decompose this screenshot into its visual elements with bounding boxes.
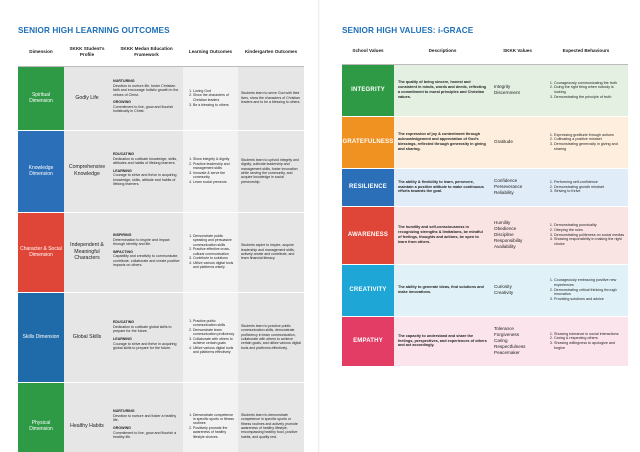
framework-heading: IMPACTING — [113, 249, 133, 254]
outcome-item: 1. Show integrity & dignity — [193, 157, 235, 161]
outcome-item: 2. Practice effective cross-cultural communication — [193, 247, 235, 256]
outcomes-list — [186, 234, 235, 270]
framework-block — [113, 79, 180, 97]
table-header-row — [342, 38, 628, 64]
behaviour-item: 2. Demonstrating critical thinking through innovation — [554, 288, 625, 297]
skkk-value: Forgiveness — [494, 332, 520, 338]
behaviour-item: 2. Demonstrating growth mindset — [554, 185, 625, 190]
framework-text: Dedication to cultivate global skills to prepare for the future. — [113, 324, 172, 334]
outcomes-cell — [183, 66, 238, 130]
framework-block — [113, 409, 180, 423]
value-cell: AWARENESS — [342, 206, 394, 264]
header-skkk-values: SKKK Values — [491, 38, 544, 64]
table-row — [342, 168, 628, 206]
skkk-value: Humility — [494, 220, 511, 226]
framework-block — [113, 233, 180, 247]
outcome-item: 2. Practice leadership and management skills — [193, 162, 235, 171]
skkk-value: Gratitude — [494, 139, 513, 145]
behaviour-item: 2. Caring & respecting others — [554, 336, 625, 341]
outcome-item: 1. Loving God — [193, 89, 235, 93]
framework-block — [113, 426, 180, 440]
skkk-value: Obedience — [494, 226, 517, 232]
skkk-values-cell — [491, 116, 544, 168]
behaviour-item: 1. Showing tolerance in social interactions — [554, 332, 625, 337]
framework-heading: NURTURING — [113, 78, 135, 83]
kindergarten-cell: Students learn to serve God with their lives, show the characters of Christian leaders and to be a blessing to others. — [238, 66, 304, 130]
behaviours-cell — [544, 206, 628, 264]
table-row — [342, 316, 628, 366]
framework-block — [113, 169, 180, 187]
behaviour-item: 2. Obeying the rules — [554, 228, 625, 233]
framework-heading: GROWING — [113, 100, 131, 105]
outcome-item: 1. Practice public communication skills — [193, 319, 235, 328]
behaviours-list — [547, 278, 625, 301]
behaviour-item: 1. Expressing gratitude through actions — [554, 133, 625, 138]
table-row — [342, 116, 628, 168]
behaviour-item: 3. Providing solutions and advice — [554, 297, 625, 302]
outcome-item: 3. Innovate & serve the community — [193, 171, 235, 180]
table-row — [342, 206, 628, 264]
outcome-item: 3. Be a blessing to others — [193, 103, 235, 107]
framework-block — [113, 152, 180, 166]
description-cell: The ability to generate ideas, find solutions and make innovations. — [394, 264, 491, 316]
skkk-values-cell — [491, 206, 544, 264]
framework-cell — [110, 382, 183, 452]
framework-text: Courage to strive and thrive in acquiring knowledge, skills, attitude and habits of lifelong learners. — [113, 173, 177, 187]
behaviours-cell — [544, 264, 628, 316]
behaviour-item: 3. Demonstrating politeness on social medias — [554, 233, 625, 238]
description-cell: The quality of being sincere, honest and consistent in minds, words and deeds, reflecting a commitment to moral principles and Christian values. — [394, 64, 491, 116]
behaviour-item: 3. Striving to thrive — [554, 189, 625, 194]
profile-cell: Healthy Habits — [64, 382, 110, 452]
header-profile: SKKK Student's Profile — [64, 38, 110, 66]
behaviour-item: 3. Demonstrating the principle of truth — [554, 95, 625, 100]
framework-text: Courage to strive and thrive in acquiring global skills to prepare for the future. — [113, 341, 177, 351]
behaviours-list — [547, 332, 625, 351]
behaviour-item: 1. Demonstrating punctuality — [554, 223, 625, 228]
skkk-value: Discipline — [494, 232, 514, 238]
outcomes-cell — [183, 130, 238, 212]
outcome-item: 4. Learn social preneurs — [193, 180, 235, 184]
behaviour-item: 1. Performing self-confidence — [554, 180, 625, 185]
dimension-cell: Spiritual Dimension — [18, 66, 64, 130]
outcome-item: 4. Utilize various digital tools and platforms effectively — [193, 346, 235, 355]
table-row — [18, 130, 304, 212]
behaviour-item: 2. Doing the right thing when nobody is looking — [554, 85, 625, 94]
framework-cell — [110, 292, 183, 382]
framework-text: Capability and creativity to communicate, contribute, collaborate and create positive impacts on others. — [113, 254, 180, 268]
outcomes-cell — [183, 382, 238, 452]
kindergarten-cell: Students learn to demonstrate competence in specific sports or fitness routines and actively promote awareness of healthy lifestyle, encompassing healthy food, positive habits, and quality rest. — [238, 382, 304, 452]
behaviours-list — [547, 133, 625, 152]
behaviours-cell — [544, 316, 628, 366]
table-row — [18, 292, 304, 382]
framework-heading: INSPIRING — [113, 232, 132, 237]
behaviour-item: 3. Demonstrating generosity in giving and sharing — [554, 142, 625, 151]
outcomes-cell — [183, 212, 238, 292]
outcomes-list — [186, 413, 235, 440]
table-row — [342, 264, 628, 316]
value-cell: CREATIVITY — [342, 264, 394, 316]
behaviour-item: 4. Showing responsibility in making the right choice — [554, 237, 625, 246]
behaviours-list — [547, 81, 625, 100]
framework-block — [113, 100, 180, 114]
value-cell: GRATEFULNESS — [342, 116, 394, 168]
dimension-cell: Physical Dimension — [18, 382, 64, 452]
header-kinder: Kindergarten Outcomes — [238, 38, 304, 66]
framework-heading: LEARNING — [113, 168, 132, 173]
framework-text: Devotion to nurture and foster a healthy life. — [113, 413, 177, 423]
skkk-value: Caring — [494, 338, 508, 344]
values-title: SENIOR HIGH VALUES: i-GRACE — [342, 26, 474, 35]
dimension-cell: Character & Social Dimension — [18, 212, 64, 292]
framework-cell — [110, 130, 183, 212]
outcomes-cell — [183, 292, 238, 382]
behaviours-cell — [544, 64, 628, 116]
description-cell: The humility and self-consciousness in recognizing strengths & limitations, be mindful of feelings, thoughts and actions, be open to learn from others. — [394, 206, 491, 264]
skkk-values-cell — [491, 168, 544, 206]
outcome-item: 2. Positively promote the awareness of healthy lifestyle choices. — [193, 426, 235, 439]
value-cell: INTEGRITY — [342, 64, 394, 116]
description-cell: The ability & flexibility to learn, persevere, maintain a positive attitude to make continuous efforts towards the goal. — [394, 168, 491, 206]
header-framework: SKKK Medan Education Framework — [110, 38, 183, 66]
dimension-cell: Skills Dimension — [18, 292, 64, 382]
skkk-value: Respectfulness — [494, 343, 526, 349]
skkk-value: Discernment — [494, 90, 520, 95]
behaviour-item: 3. Showing willingness to apologize and forgive — [554, 341, 625, 350]
framework-heading: GROWING — [113, 426, 131, 430]
behaviours-list — [547, 223, 625, 246]
framework-block — [113, 337, 180, 351]
skkk-value: Creativity — [494, 290, 514, 295]
kindergarten-cell: Students aspire to inspire, acquire leadership and management skills, actively create and contribute, and learn financial literacy. — [238, 212, 304, 292]
outcome-item: 3. Collaborate with others to achieve certain goals — [193, 337, 235, 346]
skkk-value: Integrity — [494, 84, 511, 90]
outcome-item: 3. Contribute to solutions — [193, 256, 235, 260]
learning-outcomes-title: SENIOR HIGH LEARNING OUTCOMES — [18, 26, 170, 35]
behaviour-item: 2. Cultivating a positive mindset — [554, 137, 625, 142]
skkk-value: Tolerance — [494, 326, 514, 332]
header-values: School Values — [342, 38, 394, 64]
value-cell: EMPATHY — [342, 316, 394, 366]
behaviour-item: 1. Courageously communicating the truth — [554, 81, 625, 86]
framework-text: Commitment to live, grow and flourish holistically in Christ. — [113, 104, 174, 114]
outcome-item: 4. Utilize various digital tools and platforms wisely — [193, 261, 235, 270]
dimension-cell: Knowledge Dimension — [18, 130, 64, 212]
outcome-item: 1. Demonstrate competence in specific sports or fitness routines — [193, 413, 235, 426]
skkk-value: Confidence — [494, 178, 518, 184]
table-header-row — [18, 38, 304, 66]
framework-text: Determination to inspire and impact through identity and life. — [113, 237, 170, 247]
learning-outcomes-table — [18, 38, 304, 452]
outcome-item: 2. Demonstrate team communication proficiency — [193, 328, 235, 337]
framework-block — [113, 320, 180, 334]
framework-heading: EDUCATING — [113, 320, 135, 325]
framework-block — [113, 250, 180, 268]
kindergarten-cell: Students learn to uphold integrity and dignity, cultivate leadership and management skills, foster innovation while serving the community, and acquire knowledge in social preneurship. — [238, 130, 304, 212]
table-row — [18, 382, 304, 452]
skkk-value: Peacemaker — [494, 349, 520, 355]
table-row — [342, 64, 628, 116]
skkk-values-cell — [491, 64, 544, 116]
skkk-value: Reliability — [494, 189, 514, 195]
framework-text: Commitment to live, grow and flourish a healthy life. — [113, 430, 177, 440]
outcomes-list — [186, 319, 235, 355]
framework-heading: LEARNING — [113, 337, 132, 341]
values-table — [342, 38, 628, 367]
header-descriptions: Descriptions — [394, 38, 491, 64]
profile-cell: Global Skills — [64, 292, 110, 382]
kindergarten-cell: Students learn to practice public communication skills, demonstrate proficiency in team communication, collaborate with others to achieve certain goals, and utilize various digital tools and platforms effectively. — [238, 292, 304, 382]
profile-cell: Comprehensive Knowledge — [64, 130, 110, 212]
header-behaviours: Expected Behaviours — [544, 38, 628, 64]
skkk-value: Perseverance — [494, 184, 523, 190]
outcome-item: 2. Show the characters of Christian leaders — [193, 93, 235, 102]
framework-cell — [110, 66, 183, 130]
profile-cell: Godly Life — [64, 66, 110, 130]
value-cell: RESILIENCE — [342, 168, 394, 206]
header-dimension: Dimension — [18, 38, 64, 66]
skkk-value: Responsibility — [494, 237, 523, 243]
behaviour-item: 1. Courageously embracing positive new experiences — [554, 278, 625, 287]
table-row — [18, 212, 304, 292]
framework-text: Dedication to cultivate knowledge, skills, attitudes and habits of lifelong learners. — [113, 156, 178, 166]
skkk-values-cell — [491, 264, 544, 316]
description-cell: The capacity to understand and share the feelings, perspectives, and experiences of others and act accordingly. — [394, 316, 491, 366]
skkk-value: Curiosity — [494, 284, 512, 290]
profile-cell: Independent & Meaningful Characters — [64, 212, 110, 292]
behaviours-cell — [544, 116, 628, 168]
skkk-value: Availability — [494, 243, 516, 249]
header-outcomes: Learning Outcomes — [183, 38, 238, 66]
framework-text: Devotion to nurture life, foster Christian faith and encourage holistic growth in the virtues of Christ. — [113, 83, 179, 97]
framework-heading: EDUCATING — [113, 151, 135, 156]
description-cell: The expression of joy & contentment through acknowledgement and appreciation of God's blessings, reflected through generosity in giving and sharing. — [394, 116, 491, 168]
behaviours-cell — [544, 168, 628, 206]
framework-cell — [110, 212, 183, 292]
behaviours-list — [547, 180, 625, 194]
outcomes-list — [186, 157, 235, 184]
table-row — [18, 66, 304, 130]
skkk-values-cell — [491, 316, 544, 366]
framework-heading: NURTURING — [113, 409, 135, 414]
outcome-item: 1. Demonstrate public speaking and persuasive communication skills — [193, 234, 235, 247]
right-page — [320, 0, 640, 452]
outcomes-list — [186, 89, 235, 107]
